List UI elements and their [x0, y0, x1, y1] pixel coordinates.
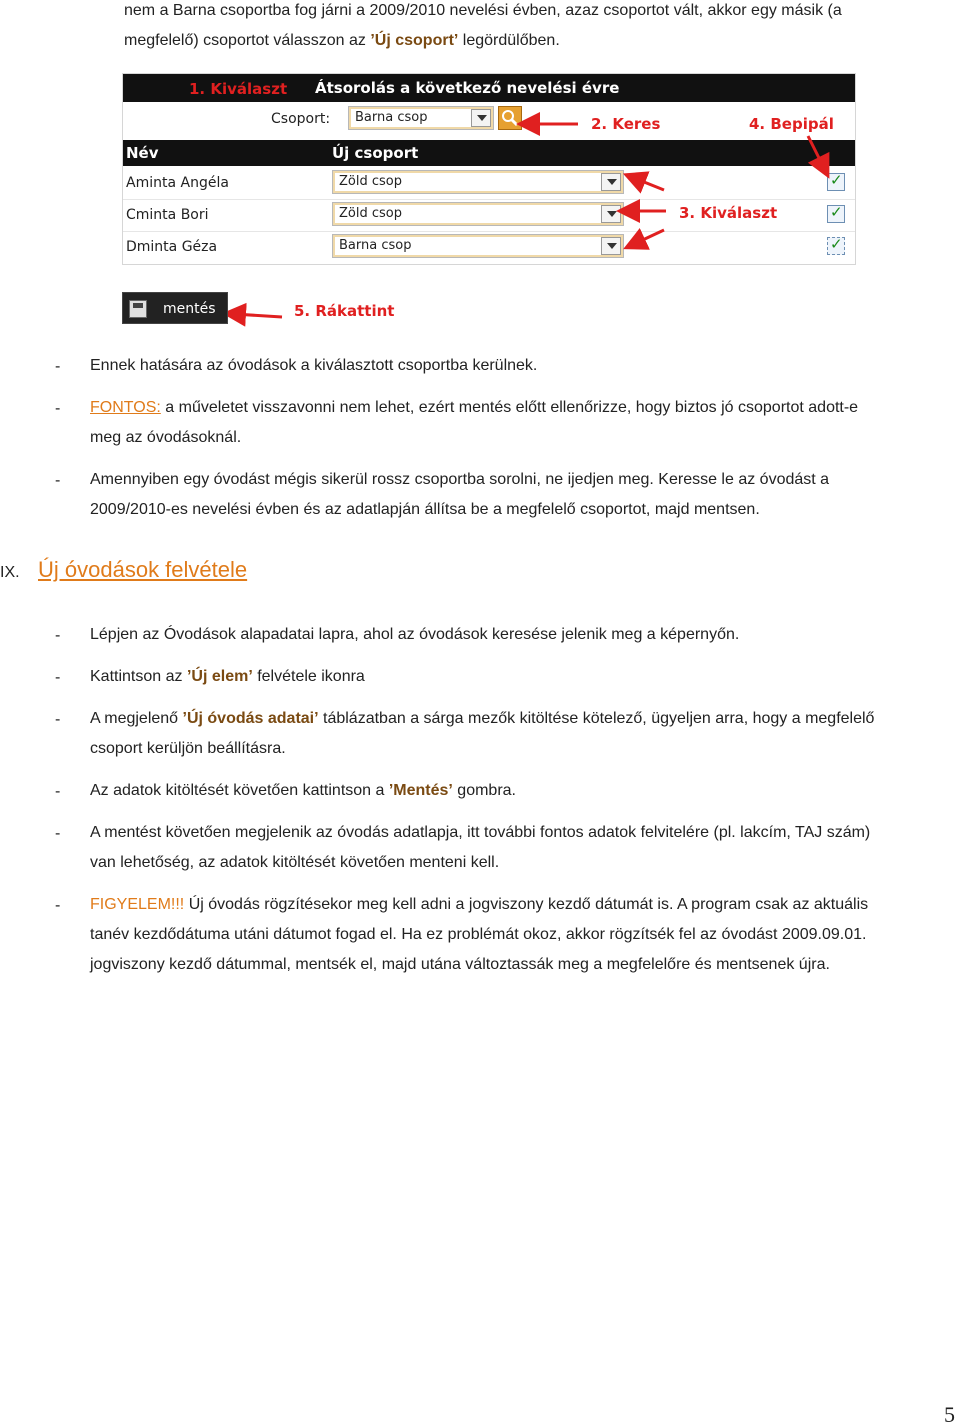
row-name: Cminta Bori: [126, 207, 209, 223]
row-name: Aminta Angéla: [126, 175, 229, 191]
bullet-dash: -: [55, 897, 61, 914]
save-button[interactable]: [122, 292, 228, 324]
bullet-step-3-line2: [90, 734, 958, 764]
important-label: FONTOS:: [90, 399, 161, 416]
step-2-quote: ’Új elem’: [186, 668, 253, 685]
mistake-text-2: 2009/2010-es nevelési évben és az adatlapján állítsa be a megfelelő csoportot, majd mentsen.: [90, 501, 760, 518]
warning-text-2: tanév kezdődátuma utáni dátumot fogad el. Ha ez problémát okoz, akkor rögzítsék fel az óvodást 2009.09.01.: [90, 926, 867, 943]
bullet-dash: -: [55, 669, 61, 686]
step-3-text-a: A megjelenő: [90, 710, 183, 727]
step-1-text: Lépjen az Óvodások alapadatai lapra, ahol az óvodások keresése jelenik meg a képernyőn.: [90, 626, 740, 643]
mistake-text-1: Amennyiben egy óvodást mégis sikerül rossz csoportba sorolni, ne ijedjen meg. Keresse le az óvodást a: [90, 471, 830, 488]
bullet-step-5-line1: [90, 818, 958, 848]
annotation-search-2: 2. Keres: [591, 115, 661, 133]
row-group-value: Zöld csop: [339, 174, 402, 189]
bullet-warning-line3: [90, 950, 958, 980]
bullet-dash: -: [55, 400, 61, 417]
bullet-step-5-line2: [90, 848, 958, 878]
step-3-text-c: táblázatban a sárga mezők kitöltése kötelező, ügyeljen arra, hogy a megfelelő: [318, 710, 875, 727]
intro-text-1: nem a Barna csoportba fog járni a 2009/2010 nevelési évben, azaz csoportot vált, akkor egy másik (a: [124, 2, 842, 19]
bullet-step-4: [90, 776, 958, 806]
section-title: Új óvodások felvétele: [38, 557, 248, 582]
step-5-text-2: van lehetőség, az adatok kitöltését követően menteni kell.: [90, 854, 500, 871]
step-4-text-a: Az adatok kitöltését követően kattintson a: [90, 782, 389, 799]
bullet-step-2: [90, 662, 958, 692]
step-2-text-c: felvétele ikonra: [252, 668, 365, 685]
bullet-dash: -: [55, 358, 61, 375]
annotation-select-1: 1. Kiválaszt: [189, 80, 288, 98]
step-4-text-c: gombra.: [452, 782, 516, 799]
bullet-dash: -: [55, 825, 61, 842]
annotation-select-3: 3. Kiválaszt: [679, 204, 778, 222]
floppy-disk-icon: [129, 300, 147, 318]
bullet-warning-line2: [90, 920, 958, 950]
bullet-step-3-line1: [90, 704, 958, 734]
annotation-click-5: 5. Rákattint: [294, 302, 395, 320]
bullet-important-line2: [90, 423, 958, 453]
warning-label: FIGYELEM!!!: [90, 896, 185, 913]
section-number: IX.: [0, 564, 20, 581]
row-group-value: Zöld csop: [339, 206, 402, 221]
bullet-important-line1: [90, 393, 958, 423]
bullet-mistake-line1: [90, 465, 958, 495]
row-name: Dminta Géza: [126, 239, 218, 255]
row-group-value: Barna csop: [339, 238, 412, 253]
bullet-mistake-line2: [90, 495, 958, 525]
intro-text-2c: legördülőben.: [458, 32, 560, 49]
page-number: 5: [944, 1402, 955, 1427]
group-filter-value: Barna csop: [355, 110, 428, 125]
step-4-quote: ’Mentés’: [388, 782, 453, 799]
annotation-check-4: 4. Bepipál: [749, 115, 834, 133]
group-filter-label: Csoport:: [271, 111, 331, 127]
bullet-effect: [90, 351, 958, 381]
screenshot-title: Átsorolás a következő nevelési évre: [315, 79, 620, 97]
intro-text-2a: megfelelő) csoportot válasszon az: [124, 32, 371, 49]
warning-text-1: Új óvodás rögzítésekor meg kell adni a jogviszony kezdő dátumát is. A program csak az aktuális: [184, 896, 869, 913]
annotation-arrows: [0, 0, 960, 340]
bullet-step-1: [90, 620, 958, 650]
bullet-dash: -: [55, 627, 61, 644]
bullet-warning-line1: [90, 890, 958, 920]
step-3-quote: ’Új óvodás adatai’: [182, 710, 319, 727]
important-text-1: a műveletet visszavonni nem lehet, ezért mentés előtt ellenőrizze, hogy biztos jó csoportot adott-e: [160, 399, 859, 416]
save-button-label: mentés: [163, 301, 216, 317]
step-3-text-d: csoport kerüljön beállításra.: [90, 740, 286, 757]
step-5-text-1: A mentést követően megjelenik az óvodás adatlapja, itt további fontos adatok felvitelére (pl. lakcím, TAJ szám): [90, 824, 871, 841]
warning-text-3: jogviszony kezdő dátummal, mentsék el, majd utána változtassák meg a megfelelőre és mentsenek újra.: [90, 956, 830, 973]
bullet-effect-text: Ennek hatására az óvodások a kiválasztott csoportba kerülnek.: [90, 357, 538, 374]
bullet-dash: -: [55, 711, 61, 728]
important-text-2: meg az óvodásoknál.: [90, 429, 242, 446]
step-2-text-a: Kattintson az: [90, 668, 187, 685]
column-header-name: Név: [126, 144, 159, 162]
column-header-group: Új csoport: [332, 144, 419, 162]
intro-quote: ’Új csoport’: [370, 32, 459, 49]
bullet-dash: -: [55, 472, 61, 489]
bullet-dash: -: [55, 783, 61, 800]
